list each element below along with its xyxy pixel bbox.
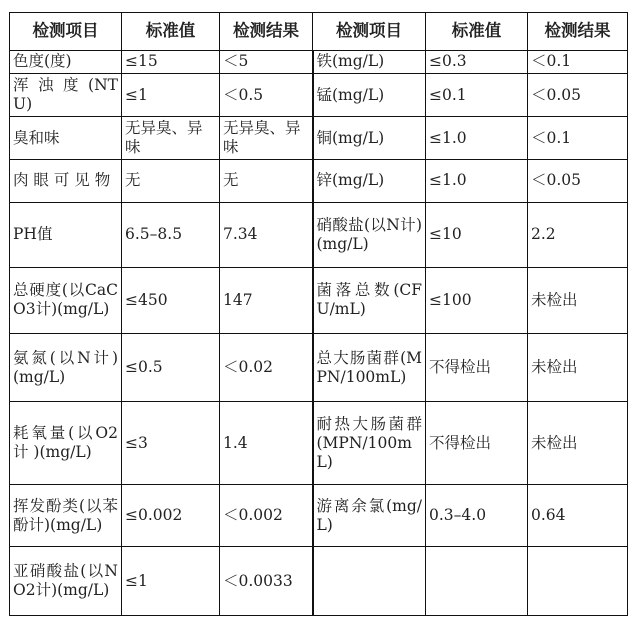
item-name: 硝酸盐(以N计)(mg/L) bbox=[313, 203, 426, 267]
table-row bbox=[10, 73, 628, 117]
standard-value: ≤15 bbox=[122, 51, 220, 74]
item-name: 总大肠菌群(MPN/100mL) bbox=[313, 333, 426, 401]
test-result: ＜0.5 bbox=[220, 73, 313, 117]
table-row bbox=[10, 203, 628, 267]
test-result: ＜0.1 bbox=[528, 117, 628, 159]
standard-value: ≤1.0 bbox=[426, 117, 528, 159]
header-result: 检测结果 bbox=[528, 13, 628, 51]
test-result: 147 bbox=[220, 267, 313, 333]
test-result: 7.34 bbox=[220, 203, 313, 267]
test-result: ＜0.002 bbox=[220, 485, 313, 547]
header-standard: 标准值 bbox=[426, 13, 528, 51]
standard-value bbox=[426, 547, 528, 616]
table-row bbox=[10, 402, 628, 485]
test-result: ＜0.05 bbox=[528, 159, 628, 203]
item-name: 游离余氯(mg/L) bbox=[313, 485, 426, 547]
test-result: ＜0.1 bbox=[528, 51, 628, 74]
item-name: 挥发酚类(以苯酚计)(mg/L) bbox=[10, 485, 122, 547]
standard-value: ≤0.5 bbox=[122, 333, 220, 401]
standard-value: 无异臭、异味 bbox=[122, 117, 220, 159]
standard-value: ≤1.0 bbox=[426, 159, 528, 203]
table-header-row bbox=[10, 13, 628, 51]
header-item: 检测项目 bbox=[313, 13, 426, 51]
test-result: 1.4 bbox=[220, 402, 313, 485]
table-row bbox=[10, 51, 628, 74]
test-result: 2.2 bbox=[528, 203, 628, 267]
table-row bbox=[10, 267, 628, 333]
item-name: 锌(mg/L) bbox=[313, 159, 426, 203]
test-result: ＜5 bbox=[220, 51, 313, 74]
standard-value: 0.3–4.0 bbox=[426, 485, 528, 547]
standard-value: ≤1 bbox=[122, 73, 220, 117]
standard-value: ≤450 bbox=[122, 267, 220, 333]
standard-value: ≤0.3 bbox=[426, 51, 528, 74]
standard-value: ≤100 bbox=[426, 267, 528, 333]
header-result: 检测结果 bbox=[220, 13, 313, 51]
test-result: ＜0.0033 bbox=[220, 547, 313, 616]
test-result: 0.64 bbox=[528, 485, 628, 547]
item-name: 铜(mg/L) bbox=[313, 117, 426, 159]
item-name: 锰(mg/L) bbox=[313, 73, 426, 117]
item-name: 耐热大肠菌群(MPN/100mL) bbox=[313, 402, 426, 485]
test-result: ＜0.05 bbox=[528, 73, 628, 117]
standard-value: 不得检出 bbox=[426, 402, 528, 485]
table-row bbox=[10, 117, 628, 159]
item-name: 亚硝酸盐(以NO2计)(mg/L) bbox=[10, 547, 122, 616]
test-result: 无异臭、异味 bbox=[220, 117, 313, 159]
table-row bbox=[10, 547, 628, 616]
test-result: 未检出 bbox=[528, 402, 628, 485]
standard-value: 6.5–8.5 bbox=[122, 203, 220, 267]
test-result: 未检出 bbox=[528, 267, 628, 333]
item-name: 铁(mg/L) bbox=[313, 51, 426, 74]
item-name: 氨氮(以N计)(mg/L) bbox=[10, 333, 122, 401]
test-result: 未检出 bbox=[528, 333, 628, 401]
item-name: 肉 眼 可 见 物 bbox=[10, 159, 122, 203]
item-name: 臭和味 bbox=[10, 117, 122, 159]
table-row bbox=[10, 159, 628, 203]
table-row bbox=[10, 485, 628, 547]
standard-value: ≤3 bbox=[122, 402, 220, 485]
header-standard: 标准值 bbox=[122, 13, 220, 51]
standard-value: ≤0.1 bbox=[426, 73, 528, 117]
item-name bbox=[313, 547, 426, 616]
item-name: 总硬度(以CaCO3计)(mg/L) bbox=[10, 267, 122, 333]
test-result: ＜0.02 bbox=[220, 333, 313, 401]
item-name: 菌落总数(CFU/mL) bbox=[313, 267, 426, 333]
test-result: 无 bbox=[220, 159, 313, 203]
item-name: 浑 浊 度 (NTU) bbox=[10, 73, 122, 117]
standard-value: 不得检出 bbox=[426, 333, 528, 401]
test-result bbox=[528, 547, 628, 616]
water-quality-table bbox=[9, 12, 628, 616]
item-name: 耗氧量(以O2 计 )(mg/L) bbox=[10, 402, 122, 485]
standard-value: ≤1 bbox=[122, 547, 220, 616]
header-item: 检测项目 bbox=[10, 13, 122, 51]
standard-value: ≤0.002 bbox=[122, 485, 220, 547]
standard-value: ≤10 bbox=[426, 203, 528, 267]
table-row bbox=[10, 333, 628, 401]
standard-value: 无 bbox=[122, 159, 220, 203]
item-name: PH值 bbox=[10, 203, 122, 267]
item-name: 色度(度) bbox=[10, 51, 122, 74]
